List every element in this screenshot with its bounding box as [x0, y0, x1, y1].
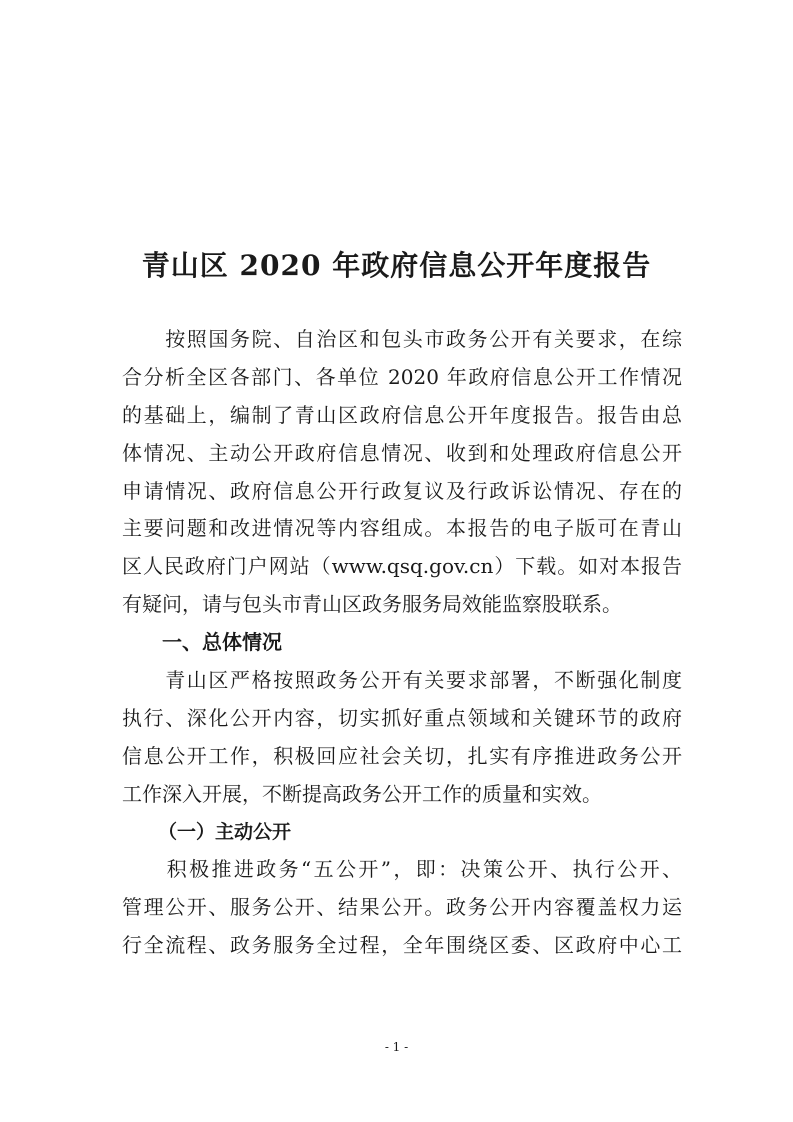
document-title: 青山区 2020 年政府信息公开年度报告 — [141, 249, 652, 282]
paragraph-line: 青山区严格按照政务公开有关要求部署，不断强化制度 — [122, 668, 682, 693]
page-number: - 1 - — [384, 1040, 409, 1054]
paragraph-line: 执行、深化公开内容，切实抓好重点领域和关键环节的政府 — [122, 705, 682, 730]
section-heading: 一、总体情况 — [162, 630, 282, 655]
paragraph-line: 主要问题和改进情况等内容组成。本报告的电子版可在青山 — [122, 516, 682, 541]
paragraph-line: 申请情况、政府信息公开行政复议及行政诉讼情况、存在的 — [122, 478, 682, 503]
paragraph-line: 信息公开工作，积极回应社会关切，扎实有序推进政务公开 — [122, 743, 682, 768]
paragraph-line: 区人民政府门户网站（www.qsq.gov.cn）下载。如对本报告 — [122, 554, 682, 579]
paragraph-line: 行全流程、政务服务全过程，全年围绕区委、区政府中心工 — [122, 933, 682, 958]
subsection-heading: （一）主动公开 — [158, 820, 292, 843]
paragraph-line: 体情况、主动公开政府信息情况、收到和处理政府信息公开 — [122, 440, 682, 465]
paragraph-line: 的基础上，编制了青山区政府信息公开年度报告。报告由总 — [122, 402, 682, 427]
paragraph-line: 积极推进政务“五公开”，即：决策公开、执行公开、 — [122, 857, 682, 882]
paragraph-line: 管理公开、服务公开、结果公开。政务公开内容覆盖权力运 — [122, 895, 682, 920]
paragraph-line: 合分析全区各部门、各单位 2020 年政府信息公开工作情况 — [122, 364, 682, 389]
document-body — [122, 321, 682, 965]
paragraph-line: 工作深入开展，不断提高政务公开工作的质量和实效。 — [122, 781, 602, 806]
paragraph-line: 有疑问，请与包头市青山区政务服务局效能监察股联系。 — [122, 592, 622, 617]
paragraph-line: 按照国务院、自治区和包头市政务公开有关要求，在综 — [122, 327, 682, 351]
